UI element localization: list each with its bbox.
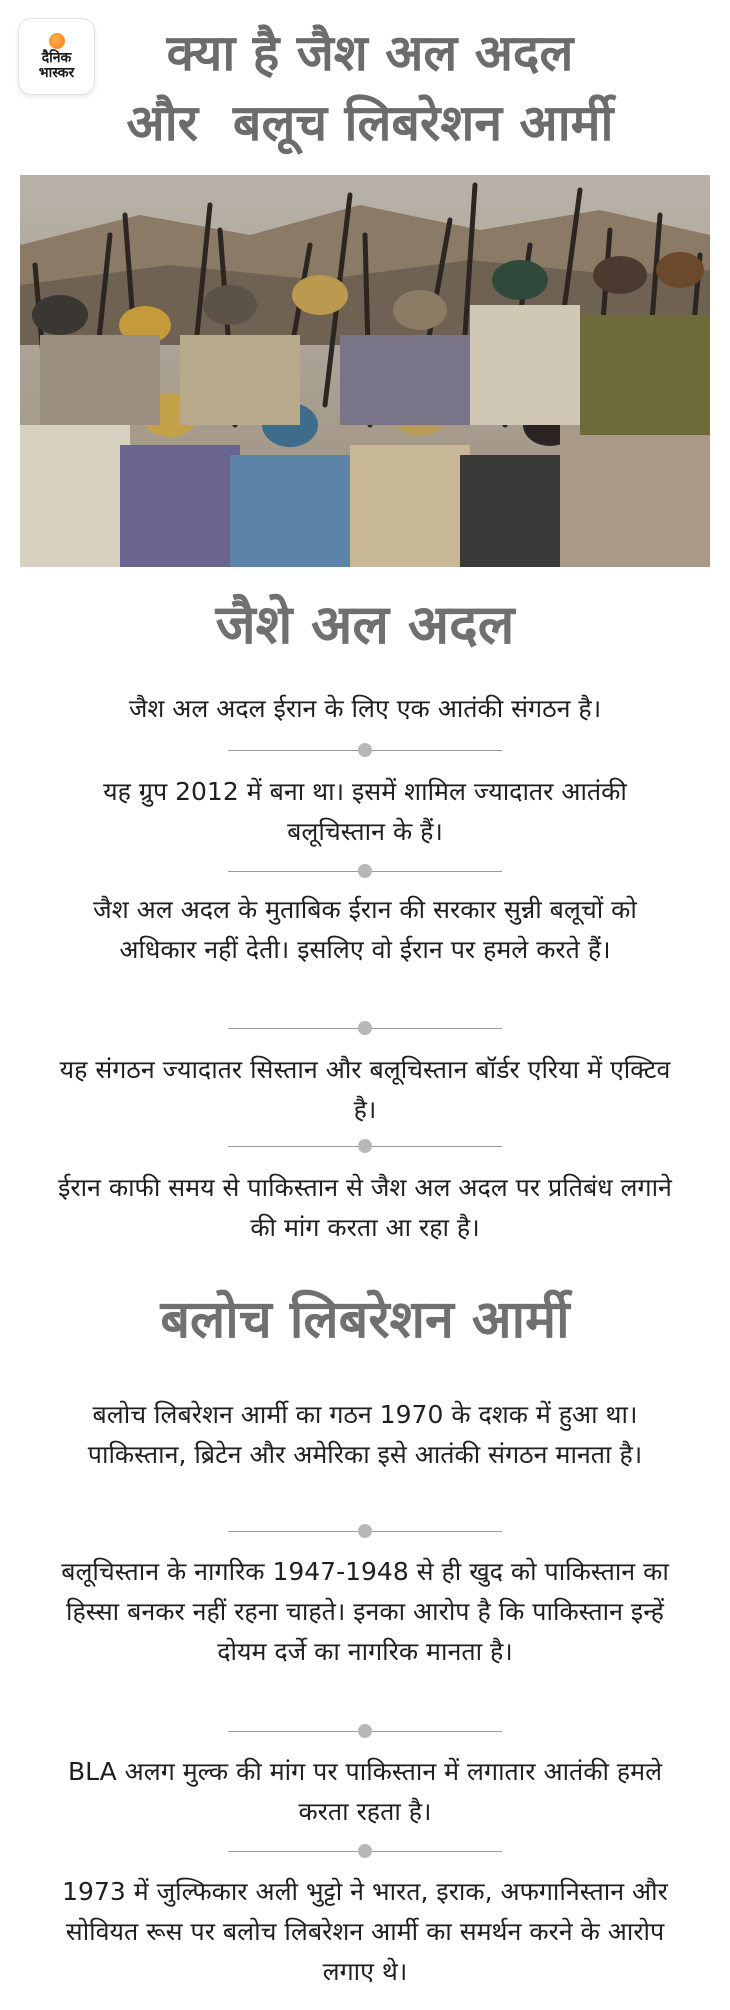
divider-dot bbox=[358, 1844, 372, 1858]
logo-line-1: दैनिक bbox=[41, 49, 72, 66]
divider-dot bbox=[358, 1021, 372, 1035]
divider-dot bbox=[358, 1139, 372, 1153]
divider bbox=[228, 1028, 502, 1029]
section2-paragraph-3: BLA अलग मुल्क की मांग पर पाकिस्तान में लगातार आतंकी हमले करता रहता है। bbox=[67, 1757, 663, 1826]
title-line-2: और बलूच लिबरेशन आर्मी bbox=[126, 94, 614, 152]
section1-paragraph-5: ईरान काफी समय से पाकिस्तान से जैश अल अदल पर प्रतिबंध लगाने की मांग करता आ रहा है। bbox=[58, 1173, 672, 1242]
section1-paragraph-2: यह ग्रुप 2012 में बना था। इसमें शामिल ज्यादातर आतंकी बलूचिस्तान के हैं। bbox=[103, 777, 627, 846]
page-title bbox=[60, 18, 680, 158]
title-line-1: क्या है जैश अल अदल bbox=[166, 24, 574, 82]
section1-paragraph-4: यह संगठन ज्यादातर सिस्तान और बलूचिस्तान बॉर्डर एरिया में एक्टिव है। bbox=[59, 1055, 671, 1124]
logo-line-2: भास्कर bbox=[38, 64, 75, 81]
divider bbox=[228, 1731, 502, 1732]
section2-paragraph-1: बलोच लिबरेशन आर्मी का गठन 1970 के दशक में हुआ था। पाकिस्तान, ब्रिटेन और अमेरिका इसे आतंकी संगठन मानता है। bbox=[87, 1400, 643, 1469]
divider-dot bbox=[358, 1524, 372, 1538]
divider-dot bbox=[358, 864, 372, 878]
divider-dot bbox=[358, 1724, 372, 1738]
section2-heading: बलोच लिबरेशन आर्मी bbox=[160, 1290, 570, 1350]
divider bbox=[228, 1146, 502, 1147]
divider bbox=[228, 1531, 502, 1532]
section1-heading: जैशे अल अदल bbox=[215, 593, 515, 656]
divider bbox=[228, 1851, 502, 1852]
divider bbox=[228, 871, 502, 872]
section2-paragraph-4: 1973 में जुल्फिकार अली भुट्टो ने भारत, इराक, अफगानिस्तान और सोवियत रूस पर बलोच लिबरेशन आर्मी का समर्थन करने के आरोप लगाए थे। bbox=[62, 1877, 668, 1986]
section1-paragraph-1: जैश अल अदल ईरान के लिए एक आतंकी संगठन है। bbox=[128, 694, 602, 723]
section2-paragraph-2: बलूचिस्तान के नागरिक 1947-1948 से ही खुद को पाकिस्तान का हिस्सा बनकर नहीं रहना चाहते। इनका आरोप है कि पाकिस्तान इन्हें दोयम दर्जे का नागरिक मानता है। bbox=[61, 1557, 669, 1666]
divider bbox=[228, 750, 502, 751]
militants-photo bbox=[20, 175, 710, 567]
divider-dot bbox=[358, 743, 372, 757]
section1-paragraph-3: जैश अल अदल के मुताबिक ईरान की सरकार सुन्नी बलूचों को अधिकार नहीं देती। इसलिए वो ईरान पर हमले करते हैं। bbox=[93, 895, 637, 964]
